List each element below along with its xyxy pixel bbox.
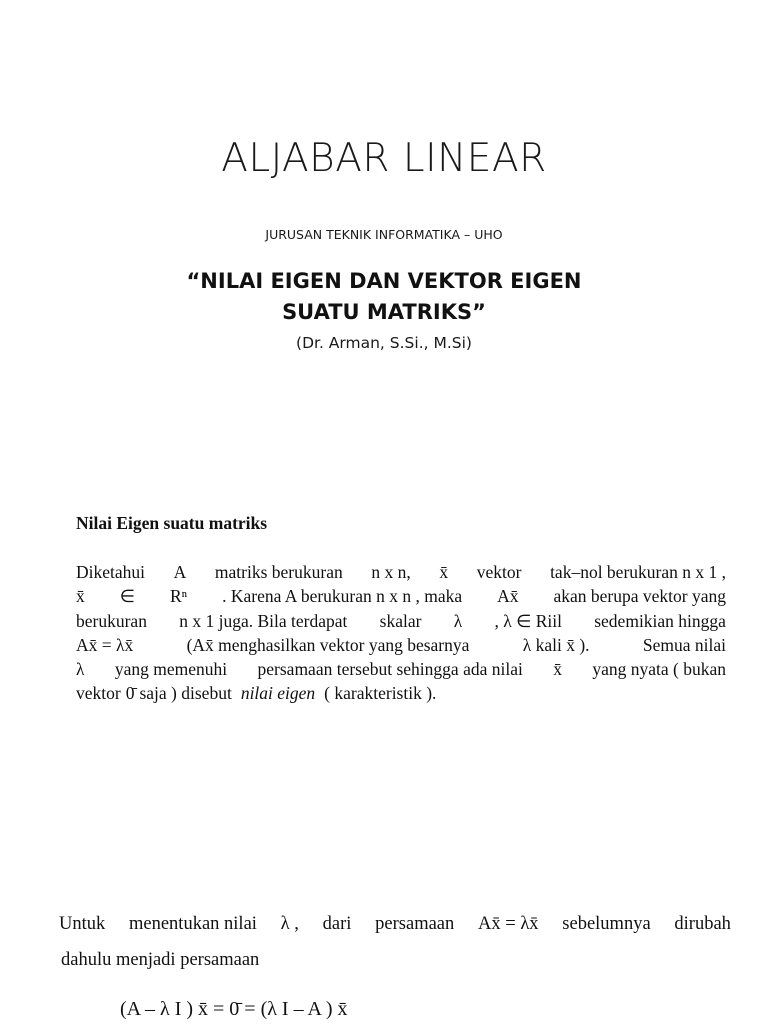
text-fragment: vektor xyxy=(76,683,121,704)
real-space-symbol: Rⁿ xyxy=(169,586,188,607)
paragraph-line xyxy=(76,584,726,608)
text-fragment: n x 1 juga. Bila terdapat xyxy=(179,610,348,631)
text-fragment: sebelumnya xyxy=(562,914,651,934)
department-label: JURUSAN TEKNIK INFORMATIKA – UHO xyxy=(265,227,503,242)
paragraph-line xyxy=(76,609,726,633)
zero-vector-symbol: 0̄ xyxy=(125,683,135,704)
text-fragment: Semua nilai xyxy=(642,634,726,655)
math-expression: Ax̄ xyxy=(497,586,519,607)
author-label: (Dr. Arman, S.Si., M.Si) xyxy=(296,334,472,352)
definition-paragraph xyxy=(76,560,726,706)
text-fragment: persamaan xyxy=(375,914,455,934)
text-fragment: matriks berukuran xyxy=(214,562,343,582)
text-fragment: Untuk xyxy=(59,914,106,934)
topic-title xyxy=(0,266,768,328)
text-fragment: dirubah xyxy=(674,914,731,934)
element-of-symbol: ∈ xyxy=(119,586,135,607)
vector-symbol: x̄ xyxy=(76,586,85,607)
paragraph-line xyxy=(76,681,726,705)
paragraph-line xyxy=(76,633,726,657)
text-fragment: berukuran xyxy=(76,610,147,631)
text-fragment: menentukan nilai xyxy=(129,914,257,934)
text-fragment: n x n, xyxy=(371,562,411,582)
text-fragment: vektor xyxy=(476,562,522,582)
paragraph-line xyxy=(59,946,731,982)
text-fragment: λ kali x̄ ). xyxy=(522,634,590,655)
text-fragment: yang nyata ( bukan xyxy=(592,659,726,680)
eigen-equation: (A – λ I ) x̄ = 0̄ = (λ I – A ) x̄ xyxy=(120,998,348,1020)
paragraph-line xyxy=(76,657,726,681)
text-fragment: dahulu menjadi persamaan xyxy=(61,950,260,970)
vector-symbol: x̄ xyxy=(553,659,562,680)
text-fragment: persamaan tersebut sehingga ada nilai xyxy=(257,659,523,680)
topic-title-line-2: SUATU MATRIKS” xyxy=(282,300,486,324)
text-fragment: dari xyxy=(322,914,352,934)
lambda-symbol: λ xyxy=(76,659,85,680)
text-fragment: sedemikian hingga xyxy=(594,610,726,631)
text-fragment: A xyxy=(173,562,187,582)
text-fragment: akan berupa vektor yang xyxy=(553,586,726,607)
section-heading: Nilai Eigen suatu matriks xyxy=(76,513,268,533)
topic-title-line-1: “NILAI EIGEN DAN VEKTOR EIGEN xyxy=(186,269,582,293)
text-fragment: tak–nol berukuran n x 1 , xyxy=(550,562,726,582)
paragraph-line xyxy=(76,560,726,584)
text-fragment: ( karakteristik ). xyxy=(324,683,437,704)
emphasis-term: nilai eigen xyxy=(240,683,316,704)
lambda-symbol: λ , xyxy=(280,914,299,934)
paragraph-line xyxy=(59,910,731,946)
vector-symbol: x̄ xyxy=(439,562,449,582)
text-fragment: , λ ∈ Riil xyxy=(494,610,562,631)
lambda-symbol: λ xyxy=(453,610,463,631)
math-expression: Ax̄ = λx̄ xyxy=(478,914,539,934)
slide-title: ALJABAR LINEAR xyxy=(221,136,547,181)
text-fragment: skalar xyxy=(379,610,422,631)
text-fragment: . Karena A berukuran n x n , maka xyxy=(222,586,463,607)
text-fragment: Diketahui xyxy=(76,562,146,582)
math-expression: Ax̄ = λx̄ xyxy=(76,634,134,655)
text-fragment: yang memenuhi xyxy=(114,659,228,680)
text-fragment: (Ax̄ menghasilkan vektor yang besarnya xyxy=(186,634,470,655)
procedure-paragraph xyxy=(59,910,731,982)
text-fragment: saja ) disebut xyxy=(139,683,232,704)
